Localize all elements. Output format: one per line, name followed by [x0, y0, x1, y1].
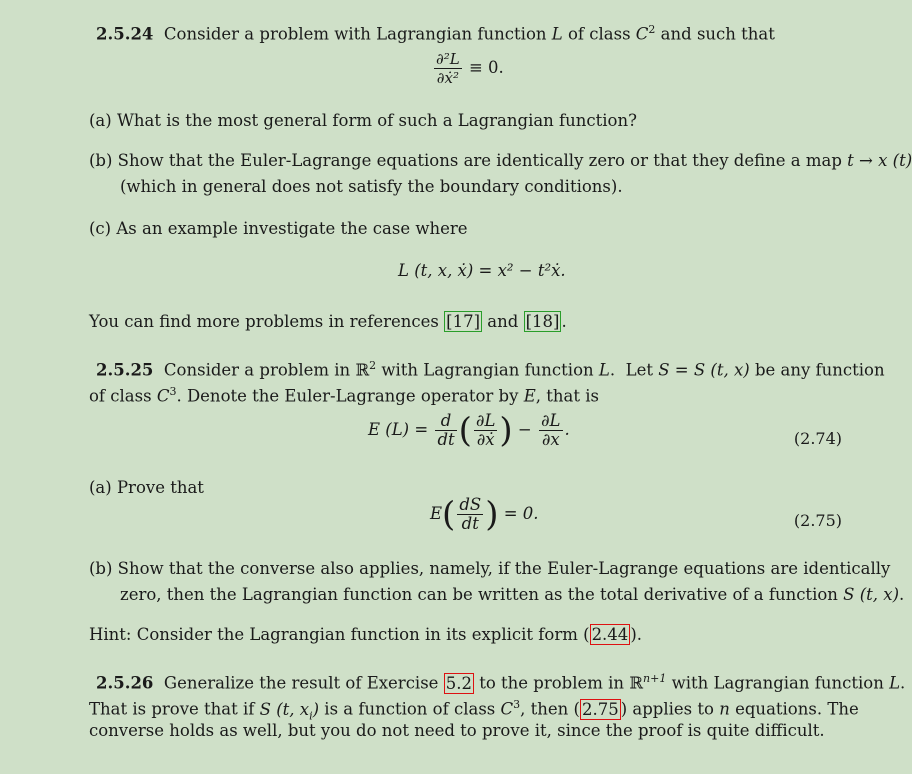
exercise-link-5-2[interactable]: 5.2	[445, 673, 472, 693]
part-c-text: (c) As an example investigate the case where	[89, 219, 468, 238]
equation-2-75: E( $\frac{dS}{dt}$ ) = 0.	[430, 494, 539, 535]
reference-link-17[interactable]: [17]	[446, 312, 481, 331]
exercise-2-5-25-line1: 2.5.25 Consider a problem in ℝ$^2$ with Lagrangian function L. Let S = S (t, x) be any function	[96, 359, 885, 380]
exercise-2-5-24-line1: 2.5.24 Consider a problem with Lagrangian function L of class $C^2$ and such that	[96, 23, 775, 44]
hint-line: Hint: Consider the Lagrangian function in its explicit form ( 2.44 ).	[89, 625, 642, 644]
exercise-2-5-25-line2: of class $C^3$. Denote the Euler-Lagrange operator by E, that is	[89, 385, 599, 406]
equation-number-2-74: (2.74)	[793, 429, 842, 448]
exercise-number: 2.5.26	[96, 673, 154, 693]
part-b-line2: (which in general does not satisfy the boundary conditions).	[120, 177, 623, 196]
example-equation: L (t, x, ẋ) = x² − t²ẋ.	[398, 261, 566, 280]
exercise-number: 2.5.25	[96, 360, 154, 380]
display-equation-d2L: $\frac{\text{∂²L}}{\text{∂ẋ²}}$ ≡ 0.	[436, 50, 504, 87]
references-line: You can find more problems in references [17] and [18] .	[89, 312, 567, 331]
part-b-converse-line1: (b) Show that the converse also applies, namely, if the Euler-Lagrange equations are identically	[89, 559, 891, 578]
equation-link-2-75[interactable]: 2.75	[581, 699, 619, 719]
exercise-2-5-26-line3: converse holds as well, but you do not need to prove it, since the proof is quite difficult.	[89, 721, 825, 740]
part-b-converse-line2: zero, then the Lagrangian function can be written as the total derivative of a function S (t, x).	[120, 585, 905, 604]
reference-link-18[interactable]: [18]	[525, 312, 560, 331]
part-a-text: (a) What is the most general form of such a Lagrangian function?	[89, 111, 637, 130]
exercise-2-5-26-line1: 2.5.26 Generalize the result of Exercise 5.2 to the problem in ℝ$^{n+1}$ with Lagrangian function L.	[96, 672, 906, 693]
equation-link-2-44[interactable]: 2.44	[591, 625, 629, 644]
exercise-number: 2.5.24	[96, 24, 154, 44]
equation-number-2-75: (2.75)	[793, 511, 842, 530]
exercise-2-5-26-line2: That is prove that if S (t, $x_i$) is a function of class $C^3$, then ( 2.75 ) applies to n equations. The	[89, 698, 859, 722]
part-a-prove: (a) Prove that	[89, 478, 204, 497]
part-b-line1: (b) Show that the Euler-Lagrange equations are identically zero or that they define a map t → x (t)	[89, 151, 912, 170]
euler-lagrange-operator-equation: E (L) = $\frac{d}{dt}$ ( $\frac{\partial L}{\text{∂ẋ}}$ ) − $\frac{\partial L}{\partial x}$ .	[368, 410, 570, 451]
